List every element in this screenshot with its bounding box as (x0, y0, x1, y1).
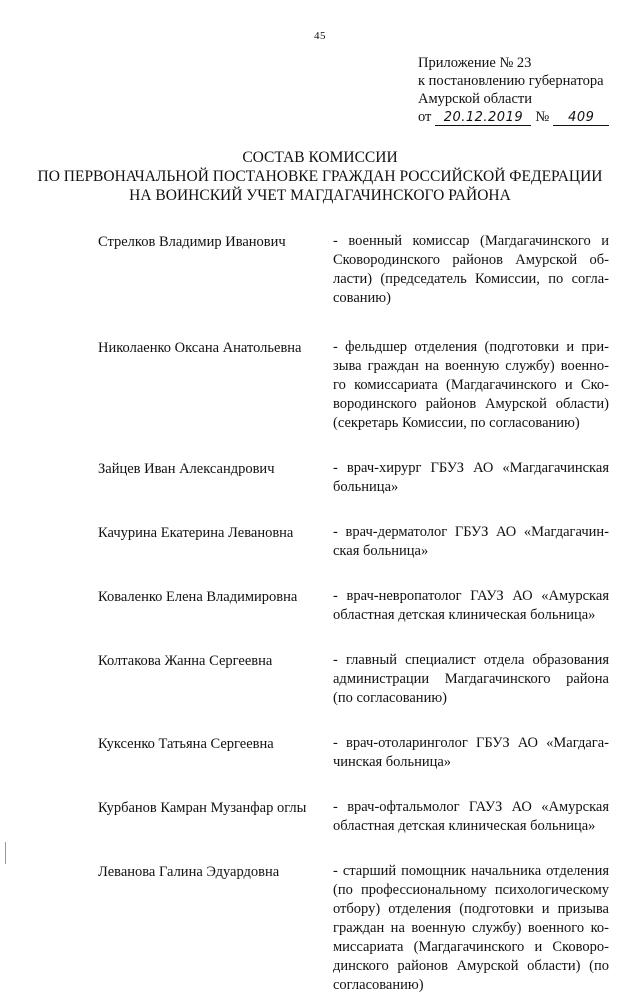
title-line-1: СОСТАВ КОМИССИИ (242, 149, 398, 166)
member-role-line: ласти) (председатель Комиссии, по согла- (333, 271, 609, 287)
member-row (98, 232, 618, 308)
member-role (333, 523, 609, 561)
page-number: 45 (314, 30, 326, 42)
member-role-line: миссариата (Магдагачинского и Сковоро- (333, 939, 609, 955)
member-name: Качурина Екатерина Левановна (98, 525, 294, 541)
member-role-line: вородинского районов Амурской области) (333, 396, 609, 412)
member-role-line: - врач-офтальмолог ГАУЗ АО «Амурская (333, 799, 609, 815)
member-row (98, 459, 618, 497)
member-role-line: областная детская клиническая больница» (333, 607, 596, 623)
handwritten-number: 409 (553, 111, 609, 126)
date-prefix: от (418, 109, 432, 125)
member-name: Курбанов Камран Музанфар оглы (98, 800, 307, 816)
member-role-line: (по профессиональному психологическому (333, 882, 609, 898)
member-row (98, 523, 618, 561)
member-role-line: - врач-отоларинголог ГБУЗ АО «Магдага- (333, 735, 609, 751)
member-row (98, 862, 618, 995)
member-name: Николаенко Оксана Анатольевна (98, 340, 302, 356)
member-role (333, 798, 609, 836)
member-role-line: администрации Магдагачинского района (333, 671, 609, 687)
document-title (0, 148, 640, 205)
appendix-resolution-ref: к постановлению губернатора (418, 73, 604, 89)
member-role-line: - старший помощник начальника отделения (333, 863, 609, 879)
member-name: Колтакова Жанна Сергеевна (98, 653, 273, 669)
member-role-line: чинская больница» (333, 754, 452, 770)
member-name: Куксенко Татьяна Сергеевна (98, 736, 274, 752)
member-role-line: - врач-хирург ГБУЗ АО «Магдагачинская (333, 460, 609, 476)
member-row (98, 734, 618, 772)
member-name: Леванова Галина Эдуардовна (98, 864, 280, 880)
member-row (98, 651, 618, 708)
member-role-line: сованию) (333, 290, 391, 306)
member-role-line: - врач-невропатолог ГАУЗ АО «Амурская (333, 588, 609, 604)
member-role-line: граждан на военную службу) военного ко- (333, 920, 609, 936)
title-line-3: НА ВОИНСКИЙ УЧЕТ МАГДАГАЧИНСКОГО РАЙОНА (129, 187, 511, 204)
member-role-line: (по согласованию) (333, 690, 447, 706)
member-role-line: (секретарь Комиссии, по согласованию) (333, 415, 580, 431)
commission-members-list (98, 232, 618, 995)
member-row (98, 338, 618, 433)
member-role-line: ская больница» (333, 543, 429, 559)
member-role-line: областная детская клиническая больница» (333, 818, 596, 834)
member-role-line: Сковородинского районов Амурской об- (333, 252, 609, 268)
member-role-line: - военный комиссар (Магдагачинского и (333, 233, 609, 249)
member-role-line: согласованию) (333, 977, 424, 993)
member-role (333, 232, 609, 308)
scan-margin-mark (5, 842, 6, 864)
member-name: Стрелков Владимир Иванович (98, 234, 286, 250)
member-row (98, 587, 618, 625)
member-role (333, 651, 609, 708)
member-role (333, 587, 609, 625)
appendix-region: Амурской области (418, 91, 532, 107)
member-role (333, 459, 609, 497)
member-role-line: зыва граждан на военную службу) военно- (333, 358, 609, 374)
number-prefix: № (535, 109, 550, 125)
member-role-line: - врач-дерматолог ГБУЗ АО «Магдагачин- (333, 524, 609, 540)
appendix-header (418, 54, 609, 126)
member-role-line: - главный специалист отдела образования (333, 652, 609, 668)
handwritten-date: 20.12.2019 (435, 111, 531, 126)
appendix-number: Приложение № 23 (418, 55, 532, 71)
member-name: Коваленко Елена Владимировна (98, 589, 298, 605)
member-role (333, 862, 609, 995)
member-role-line: го комиссариата (Магдагачинского и Ско- (333, 377, 609, 393)
member-role-line: больница» (333, 479, 399, 495)
member-role-line: динского районов Амурской области) (по (333, 958, 609, 974)
member-role (333, 338, 609, 433)
member-role-line: - фельдшер отделения (подготовки и при- (333, 339, 609, 355)
appendix-date-line (418, 108, 609, 126)
title-line-2: ПО ПЕРВОНАЧАЛЬНОЙ ПОСТАНОВКЕ ГРАЖДАН РОССИЙСКОЙ ФЕДЕРАЦИИ (37, 168, 603, 185)
member-name: Зайцев Иван Александрович (98, 461, 275, 477)
member-row (98, 798, 618, 836)
member-role-line: отбору) отделения (подготовки и призыва (333, 901, 609, 917)
member-role (333, 734, 609, 772)
